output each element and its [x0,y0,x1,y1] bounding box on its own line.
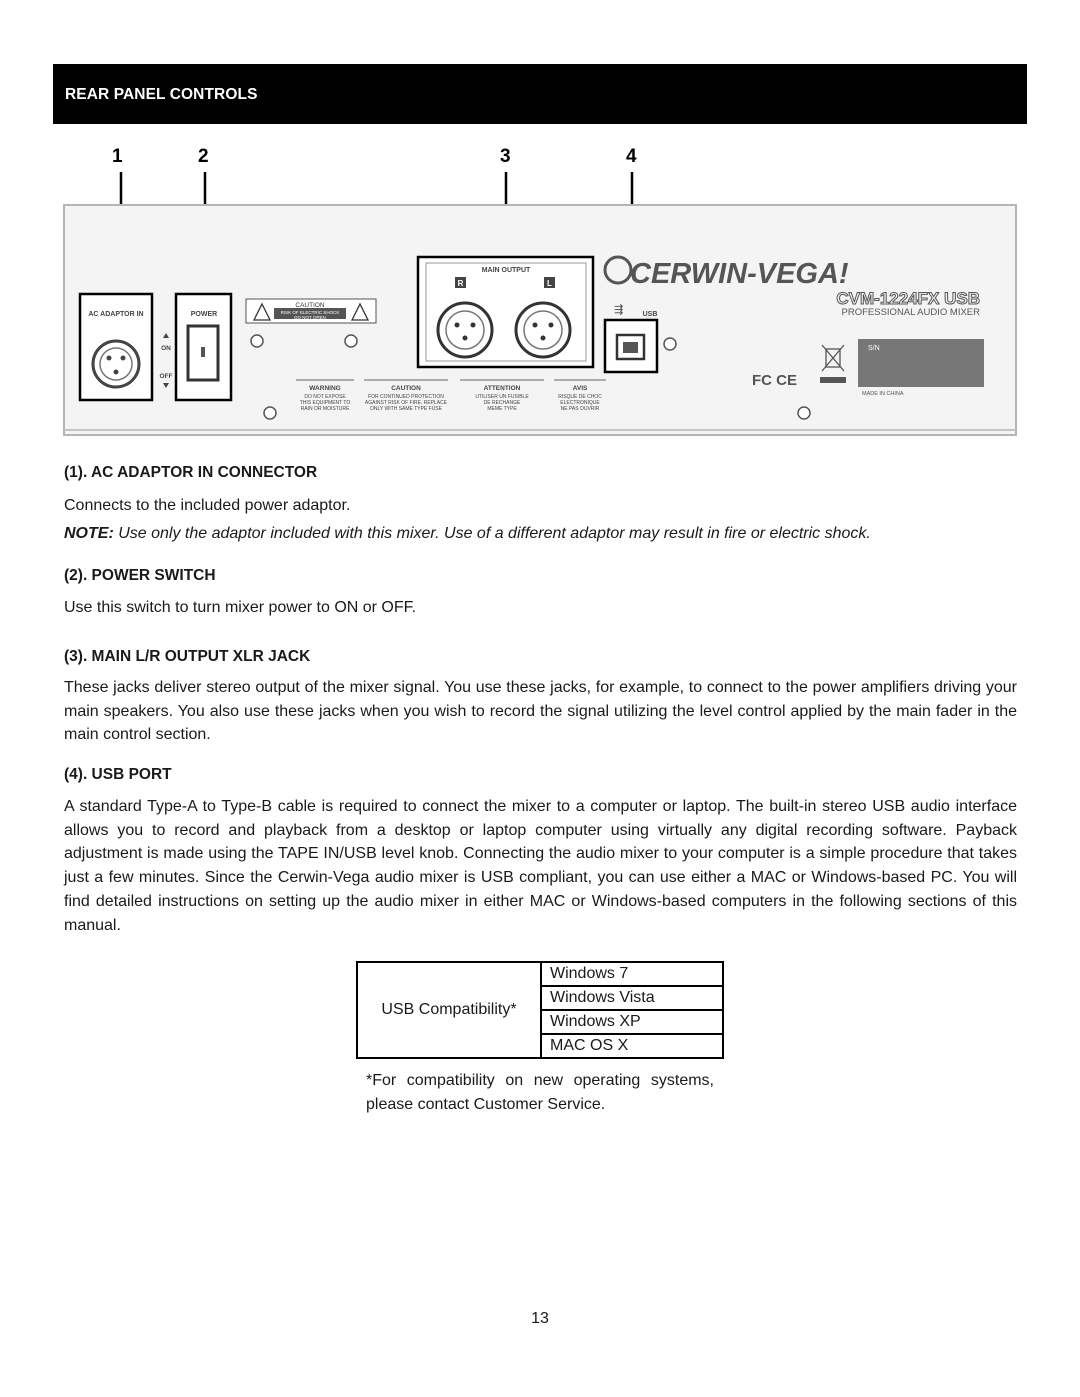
rear-panel-diagram [62,140,1020,442]
left-label: L [547,279,552,288]
section-banner [53,64,1027,124]
power-label: POWER [190,311,218,318]
svg-text:WARNING: WARNING [309,385,341,392]
serial-label: S/N [868,345,880,352]
made-in-label: MADE IN CHINA [862,391,904,397]
compat-os-cell: Windows 7 [541,962,723,986]
svg-text:MEME TYPE: MEME TYPE [487,406,517,412]
section-heading-usb-port: (4). USB PORT [64,766,172,783]
section-heading-main-output: (3). MAIN L/R OUTPUT XLR JACK [64,648,311,665]
svg-text:NE PAS OUVRIR: NE PAS OUVRIR [560,406,600,412]
cert-marks: FC CE [752,372,797,389]
usb-compatibility-table [356,961,724,1059]
svg-text:AGAINST RISK OF FIRE, REPLACE: AGAINST RISK OF FIRE, REPLACE [364,400,448,406]
brand-name: CERWIN-VEGA! [630,258,849,290]
compat-label-cell: USB Compatibility* [357,962,541,1058]
svg-text:RISQUE DE CHOC: RISQUE DE CHOC [558,394,602,400]
callout-3: 3 [500,146,511,167]
svg-text:RAIN OR MOISTURE: RAIN OR MOISTURE [300,406,350,412]
on-label: ON [161,345,171,352]
section-title: REAR PANEL CONTROLS [65,86,258,103]
callout-2: 2 [198,146,209,167]
svg-text:CAUTION: CAUTION [391,385,421,392]
note-text: Use only the adaptor included with this mixer. Use of a different adaptor may result in fire or electric shock. [113,525,871,542]
page-number: 13 [531,1310,549,1327]
model-name: CVM-1224FX USB [836,289,980,308]
svg-text:ATTENTION: ATTENTION [483,385,521,392]
section-heading-ac-adaptor: (1). AC ADAPTOR IN CONNECTOR [64,464,318,481]
section-heading-power-switch: (2). POWER SWITCH [64,567,216,584]
ac-adaptor-label: AC ADAPTOR IN [88,311,144,318]
section-body-ac-adaptor: Connects to the included power adaptor. [64,497,351,514]
svg-text:DE RECHANGE: DE RECHANGE [483,400,521,406]
model-subtitle: PROFESSIONAL AUDIO MIXER [841,307,980,318]
compat-os-cell: MAC OS X [541,1034,723,1058]
compat-os-cell: Windows XP [541,1010,723,1034]
caution-title: CAUTION [295,302,325,309]
main-output-label: MAIN OUTPUT [481,267,531,274]
svg-text:ONLY WITH SAME TYPE FUSE: ONLY WITH SAME TYPE FUSE [370,406,442,412]
compat-os-cell: Windows Vista [541,986,723,1010]
callout-1: 1 [112,146,123,167]
callout-4: 4 [626,146,637,167]
svg-text:ELECTRONIQUE: ELECTRONIQUE [560,400,600,406]
section-body-usb-port: A standard Type-A to Type-B cable is required to connect the mixer to a computer or laptop. The built-in stereo USB audio interface allows you to record and playback from a desktop or laptop computer using virtually any digital recording software. Payback adjustment is made using the TAPE IN/USB level knob. Connecting the audio mixer to your computer is a simple procedure that takes just a few minutes. Since the Cerwin-Vega audio mixer is USB compliant, you can use either a MAC or Windows-based PC. You will find detailed instructions on setting up the audio mixer in either MAC or Windows-based computers in the following sections of this manual. [64,798,1017,934]
usb-label: USB [642,311,658,318]
xlr-jack-left [516,303,570,357]
caution-line1: RISK OF ELECTRIC SHOCK [280,310,340,315]
xlr-jack-right [438,303,492,357]
svg-text:FOR CONTINUED PROTECTION: FOR CONTINUED PROTECTION [368,394,444,400]
svg-text:THIS EQUIPMENT TO: THIS EQUIPMENT TO [299,400,351,406]
svg-text:AVIS: AVIS [572,385,588,392]
section-body-main-output: These jacks deliver stereo output of the mixer signal. You use these jacks, for example, to connect to the power amplifiers driving your main speakers. You also use these jacks when you wish to record the signal utilizing the level control applied by the main fader in the main control section. [64,679,1017,744]
usb-icon: ⇶ [614,304,624,316]
section-body-power-switch: Use this switch to turn mixer power to ON or OFF. [64,599,417,616]
note-label: NOTE: [64,525,114,542]
right-label: R [457,279,464,288]
caution-line2: DO NOT OPEN [294,315,326,320]
svg-text:DO NOT EXPOSE: DO NOT EXPOSE [304,394,346,400]
compat-footnote: *For compatibility on new operating systems, please contact Customer Service. [366,1072,714,1113]
note-paragraph [64,525,871,543]
svg-text:UTILISER UN FUSIBLE: UTILISER UN FUSIBLE [475,394,529,400]
off-label: OFF [159,373,173,380]
